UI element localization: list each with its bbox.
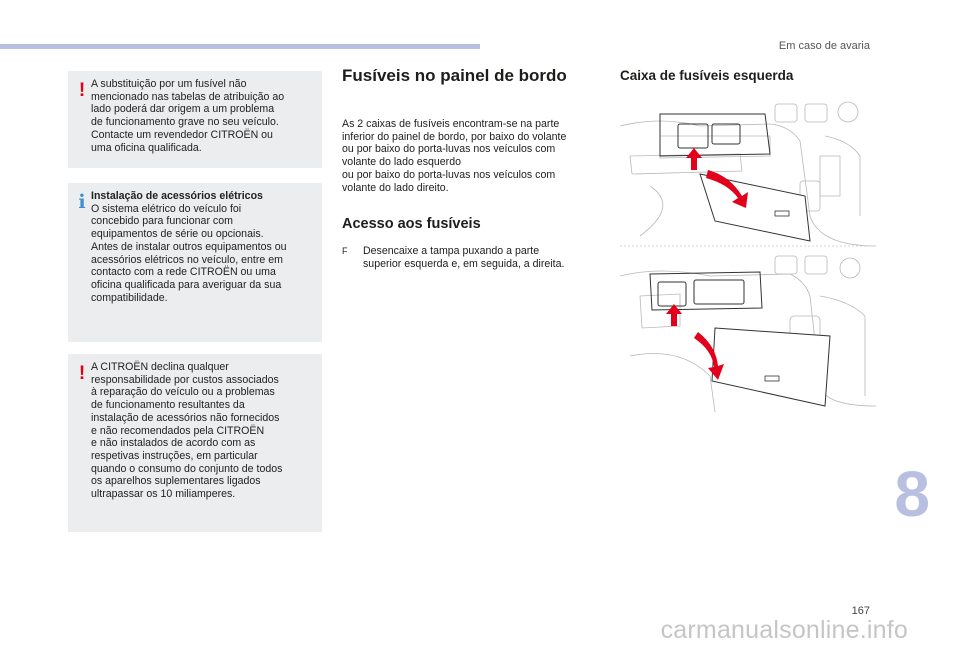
- page-title: Fusíveis no painel de bordo: [342, 66, 567, 85]
- warning-box-liability: [68, 354, 322, 532]
- warning-text: A substituição por um fusível não mencionado nas tabelas de atribuição ao lado poderá dar origem a um problema de funcionamento grave no seu veículo. Contacte um revendedor CITROËN ou uma oficina qualificada.: [91, 78, 285, 154]
- header-accent-bar: [0, 44, 480, 49]
- watermark: carmanualsonline.info: [660, 616, 908, 644]
- info-heading: Instalação de acessórios elétricos: [91, 190, 263, 202]
- intro-paragraph: As 2 caixas de fusíveis encontram-se na parte inferior do painel de bordo, por baixo do volante ou por baixo do porta-luvas nos veículos com volante do lado esquerdo ou por baixo do porta-luvas nos veículos com volante do lado direito.: [342, 118, 567, 194]
- section-title: Em caso de avaria: [778, 40, 870, 52]
- step-bullet: F: [342, 246, 348, 256]
- fusebox-title: Caixa de fusíveis esquerda: [620, 68, 794, 83]
- info-icon: i: [78, 191, 86, 213]
- info-text: O sistema elétrico do veículo foi concebido para funcionar com equipamentos de série ou opcionais. Antes de instalar outros equipamentos ou acessórios elétricos no veículo, entre em contacto com a rede CITROËN ou uma oficina qualificada para averiguar da sua compatibilidade.: [91, 202, 287, 304]
- exclamation-icon: !: [78, 80, 86, 101]
- chapter-number: 8: [894, 458, 930, 530]
- step-text: Desencaixe a tampa puxando a parte superior esquerda e, em seguida, a direita.: [363, 245, 565, 270]
- exclamation-icon: !: [78, 363, 86, 384]
- warning-box-fuse-replacement: [68, 71, 322, 168]
- warning-text: A CITROËN declina qualquer responsabilidade por custos associados à reparação do veículo ou a problemas de funcionamento resultantes da instalação de acessórios não fornecidos e não recomendados pela CITROËN e não instalados de acordo com as respetivas instruções, em particular quando o consumo do conjunto de todos os aparelhos suplementares ligados ultrapassar os 10 miliamperes.: [91, 361, 283, 501]
- page-number: 167: [851, 605, 870, 617]
- subsection-title: Acesso aos fusíveis: [342, 216, 481, 232]
- info-box-accessories: [68, 183, 322, 342]
- fusebox-illustration: [620, 96, 876, 412]
- instruction-step: [342, 245, 604, 270]
